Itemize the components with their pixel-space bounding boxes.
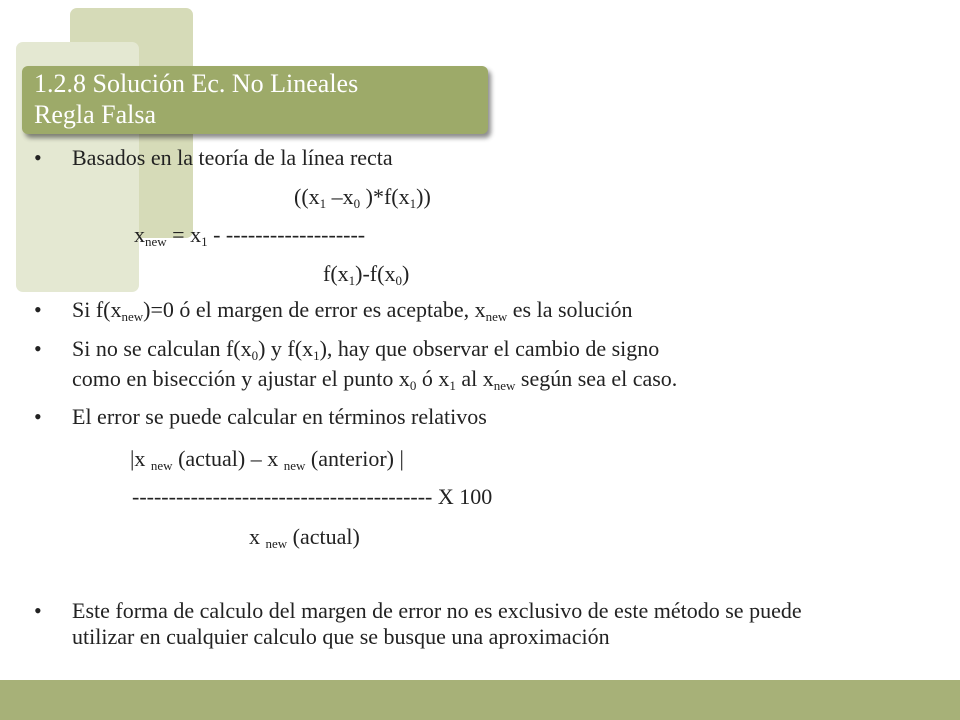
bullet-marker: • bbox=[34, 336, 42, 361]
bullet-marker: • bbox=[34, 404, 42, 429]
error-formula-fraction-line: ----------------------------------------- X 100 bbox=[132, 484, 493, 509]
bullet-3-line-2: como en bisección y ajustar el punto $x_0$ ó $x_1$ al $x_{new}$ según sea el caso. bbox=[72, 366, 678, 393]
bullet-marker: • bbox=[34, 297, 42, 322]
error-formula-numerator: |x $_{new}$ (actual) – x $_{new}$ (anterior) | bbox=[130, 446, 404, 473]
bottom-band bbox=[0, 680, 960, 720]
formula-denominator: $f(x_1)-f(x_0)$ bbox=[323, 261, 410, 288]
bullet-3-line-1: Si no se calculan $f(x_0)$ y $f(x_1)$, hay que observar el cambio de signo bbox=[72, 336, 660, 363]
slide-title bbox=[34, 68, 358, 130]
title-line-2: Regla Falsa bbox=[34, 100, 157, 129]
bullet-4-text: El error se puede calcular en términos relativos bbox=[72, 404, 487, 429]
formula-numerator: (($x_1$ $-x_0$ )$*f(x_1)$) bbox=[294, 184, 431, 211]
title-line-1: 1.2.8 Solución Ec. No Lineales bbox=[34, 69, 359, 98]
bullet-5-text: Este forma de calculo del margen de error no es exclusivo de este método se puede utilizar en cualquier calculo que se busque una aproximación bbox=[72, 598, 802, 649]
bullet-2-text: Si $f(x_{new})=0$ ó el margen de error es aceptabe, $x_{new}$ es la solución bbox=[72, 297, 633, 324]
bullet-marker: • bbox=[34, 598, 42, 623]
formula-main-line: $x_{new} = x_1$ - ------------------- bbox=[134, 222, 366, 249]
bullet-marker: • bbox=[34, 145, 42, 170]
error-formula-denominator: x $_{new}$ (actual) bbox=[249, 524, 360, 551]
bullet-1-text: Basados en la teoría de la línea recta bbox=[72, 145, 393, 170]
